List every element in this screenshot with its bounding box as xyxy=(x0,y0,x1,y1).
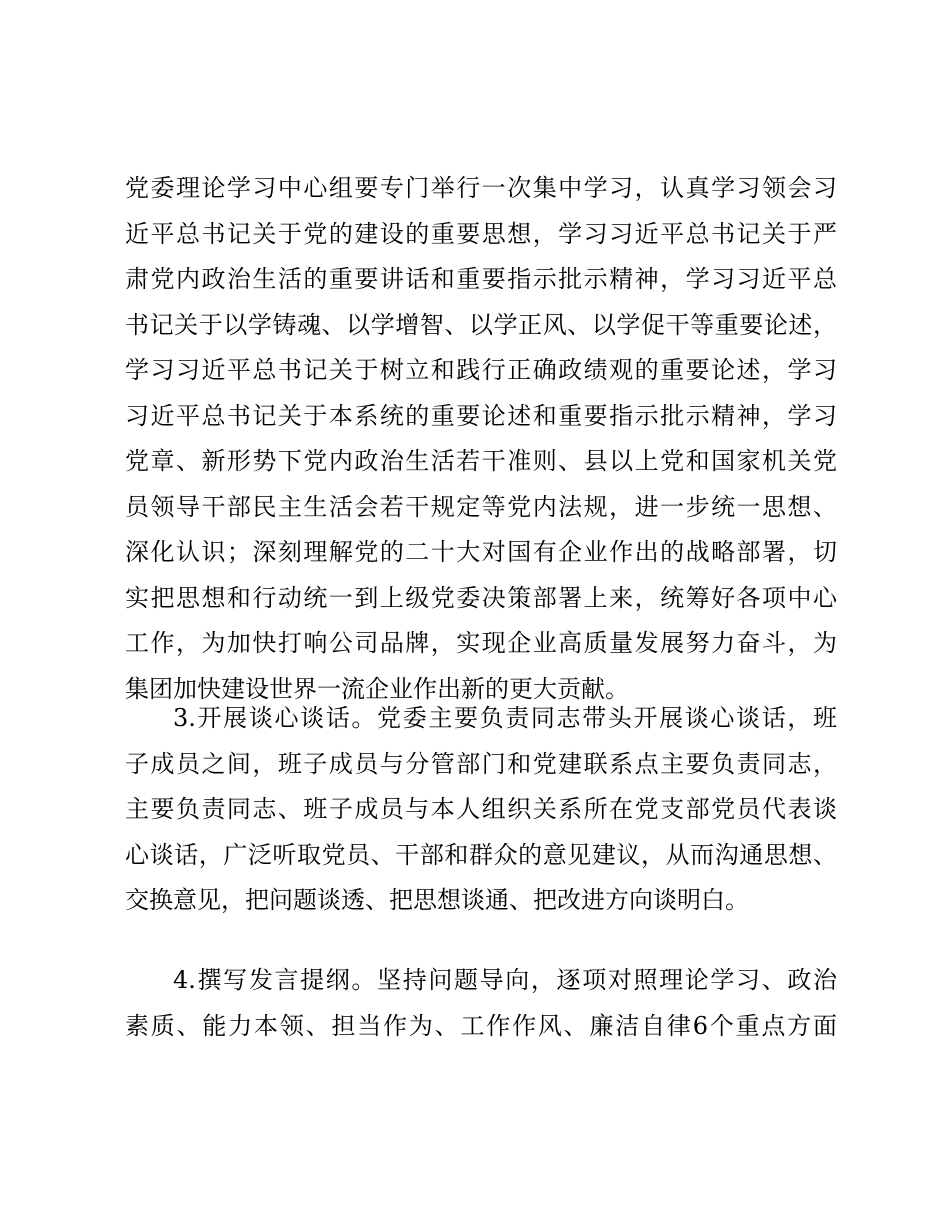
text-line: 党章、新形势下党内政治生活若干准则、县以上党和国家机关党 xyxy=(125,447,837,475)
text-line: 习近平总书记关于本系统的重要论述和重要指示批示精神，学习 xyxy=(125,401,837,430)
text-line: 实把思想和行动统一到上级党委决策部署上来，统筹好各项中心 xyxy=(125,583,837,612)
text-line: 交换意见，把问题谈透、把思想谈通、把改进方向谈明白。 xyxy=(125,886,749,914)
paragraph-heart-to-heart-talks xyxy=(125,696,837,924)
text-line: 工作，为加快打响公司品牌，实现企业高质量发展努力奋斗，为 xyxy=(125,629,837,657)
text-line: 党委理论学习中心组要专门举行一次集中学习，认真学习领会习 xyxy=(125,174,837,202)
text-line: 学习习近平总书记关于树立和践行正确政绩观的重要论述，学习 xyxy=(125,356,837,384)
text-line: 素质、能力本领、担当作为、工作作风、廉洁自律6个重点方面 xyxy=(125,1011,837,1040)
text-line: 3.开展谈心谈话。党委主要负责同志带头开展谈心谈话，班 xyxy=(173,704,837,732)
text-line: 深化认识；深刻理解党的二十大对国有企业作出的战略部署，切 xyxy=(125,538,837,566)
text-line: 肃党内政治生活的重要讲话和重要指示批示精神，学习习近平总 xyxy=(125,265,837,293)
text-line: 近平总书记关于党的建设的重要思想，学习习近平总书记关于严 xyxy=(125,219,837,248)
paragraph-study-requirements xyxy=(125,166,837,712)
paragraph-speech-outline xyxy=(125,958,837,1049)
text-line: 心谈话，广泛听取党员、干部和群众的意见建议，从而沟通思想、 xyxy=(125,840,837,869)
text-line: 书记关于以学铸魂、以学增智、以学正风、以学促干等重要论述， xyxy=(125,310,837,339)
text-line: 员领导干部民主生活会若干规定等党内法规，进一步统一思想、 xyxy=(125,492,837,521)
text-line: 集团加快建设世界一流企业作出新的更大贡献。 xyxy=(125,674,629,703)
text-line: 主要负责同志、班子成员与本人组织关系所在党支部党员代表谈 xyxy=(125,795,837,823)
text-line: 子成员之间，班子成员与分管部门和党建联系点主要负责同志， xyxy=(125,749,837,778)
text-line: 4.撰写发言提纲。坚持问题导向，逐项对照理论学习、政治 xyxy=(173,966,837,994)
